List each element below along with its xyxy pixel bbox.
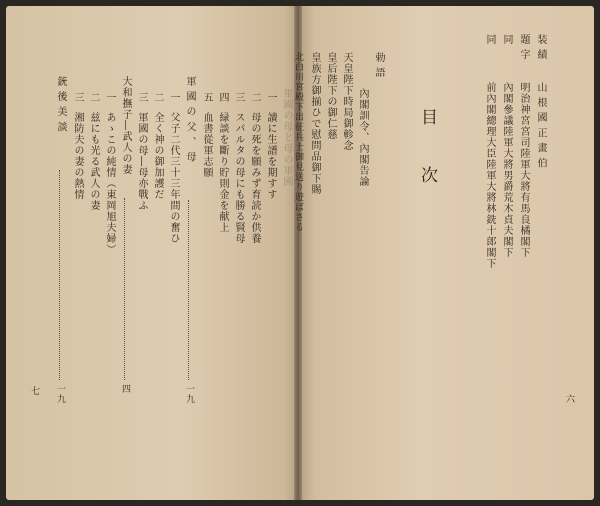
chapter-2-page: 四 [120,384,130,394]
left-page [6,6,296,500]
left-item-4: 緑談を斷り貯則金を献上 [217,112,228,233]
section-head-rescript: 勅 語 [373,52,384,79]
chapter-1-item-3-mark: 三 [136,92,147,103]
chapter-3-title: 銃 後 美 談 [55,76,66,133]
left-item-3: スパルタの母にも勝る賢母 [233,112,244,244]
chapter-3-leader [59,170,60,380]
chapter-1-leader [188,200,189,380]
right-item-3: 皇后陛下の御仁慈 [325,52,336,140]
right-item-4: 皇族方御揃ひで慰問品御下賜 [309,52,320,195]
entry-text-binding: 山 根 國 正 畫 伯 [535,82,546,169]
chapter-1-page: 一九 [184,384,194,404]
entry-head-title: 題 字 [518,34,529,61]
chapter-1-item-2: 全く神の御加護だ [152,112,163,200]
chapter-1-title: 軍 國 の 父 、 母 [184,76,195,163]
chapter-3-page: 一九 [55,384,65,404]
left-item-5-mark: 五 [201,92,212,103]
chapter-2-item-2-mark: 二 [88,92,99,103]
left-item-4-mark: 四 [217,92,228,103]
chapter-1-item-1: 父子二代三十三年間の奮ひ [168,112,179,244]
left-item-1: 讀に生譜を期すす [265,112,276,200]
chapter-2-leader [124,198,125,380]
chapter-2-item-2: 兹にも光る武人の妻 [88,112,99,211]
toc-title-char-2: 次 [417,166,437,183]
chapter-1-item-3: 軍國の母―母亦戰ふ [136,112,147,211]
chapter-2-item-3-mark: 三 [72,92,83,103]
left-item-2-mark: 二 [249,92,260,103]
right-item-1: 內閣訓令、內閣告論 [357,88,368,187]
right-page-number: 六 [566,395,576,405]
left-page-number: 七 [31,387,41,397]
entry-head-same-1: 同 [501,34,512,45]
chapter-2-item-1-mark: 一 [104,92,115,103]
chapter-2-item-1: あゝこの純情（東岡旭夫婦） [104,112,115,255]
right-item-2: 天皇陛下時局御軫念 [341,52,352,151]
left-item-3-mark: 三 [233,92,244,103]
right-item-5: 北白川宮殿下出征兵士御見送り遊ばさる [293,52,303,232]
chapter-2-item-3: 湘防夫の妻の熱情 [72,112,83,200]
entry-text-same-1: 內閣參議陸軍大將男爵荒木貞夫閣下 [501,82,512,258]
left-item-1-mark: 一 [265,92,276,103]
left-item-2: 母の死を願みず育読か供養 [249,112,260,244]
left-item-5: 血書從軍志願 [201,112,212,178]
bleed-through-header: 軍國の母と母の軍國 [281,88,292,187]
toc-title-char-1: 目 [417,108,437,125]
entry-text-title: 明治神宮宮司陸軍大將有馬良橘閣下 [518,82,529,258]
chapter-2-title: 大和撫子―武人の妻 [120,76,131,175]
entry-head-binding: 装 績 [535,34,546,61]
chapter-1-item-1-mark: 一 [168,92,179,103]
chapter-1-item-2-mark: 二 [152,92,163,103]
entry-text-same-2: 前內閣總理大臣陸軍大將林銑十郎閣下 [484,82,495,269]
entry-head-same-2: 同 [484,34,495,45]
